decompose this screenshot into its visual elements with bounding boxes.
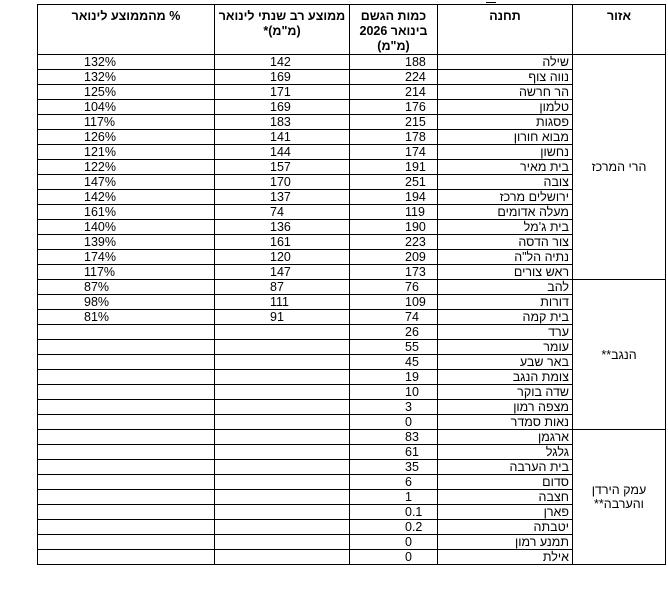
header-average: ממוצע רב שנתי לינואר (מ"מ)*: [215, 5, 350, 55]
percent-cell: [38, 535, 215, 550]
table-row: [38, 70, 666, 85]
percent-cell: [38, 505, 215, 520]
rain-cell: 55: [350, 340, 438, 355]
average-cell: [215, 430, 350, 445]
percent-cell: [38, 385, 215, 400]
percent-cell: [38, 520, 215, 535]
rain-cell: 35: [350, 460, 438, 475]
station-cell: תמנע רמון: [438, 535, 573, 550]
station-cell: ראש צורים: [438, 265, 573, 280]
station-cell: ירושלים מרכז: [438, 190, 573, 205]
percent-cell: 132%: [38, 55, 215, 70]
clipped-text-fragment: [486, 0, 496, 3]
average-cell: [215, 445, 350, 460]
rain-cell: 0.1: [350, 505, 438, 520]
percent-cell: 174%: [38, 250, 215, 265]
station-cell: צומת הנגב: [438, 370, 573, 385]
rain-cell: 209: [350, 250, 438, 265]
average-cell: 144: [215, 145, 350, 160]
table-row: [38, 160, 666, 175]
table-row: [38, 85, 666, 100]
table-row: [38, 190, 666, 205]
average-cell: 171: [215, 85, 350, 100]
table-row: [38, 55, 666, 70]
station-cell: פסגות: [438, 115, 573, 130]
rain-cell: 214: [350, 85, 438, 100]
percent-cell: [38, 475, 215, 490]
percent-cell: [38, 445, 215, 460]
station-cell: סדום: [438, 475, 573, 490]
average-cell: [215, 355, 350, 370]
table-row: [38, 100, 666, 115]
table-row: [38, 505, 666, 520]
station-cell: אילת: [438, 550, 573, 565]
average-cell: [215, 415, 350, 430]
percent-cell: [38, 415, 215, 430]
average-cell: [215, 550, 350, 565]
station-cell: מעלה אדומים: [438, 205, 573, 220]
station-cell: צור הדסה: [438, 235, 573, 250]
average-cell: 169: [215, 70, 350, 85]
percent-cell: 81%: [38, 310, 215, 325]
percent-cell: [38, 355, 215, 370]
station-cell: להב: [438, 280, 573, 295]
station-cell: שדה בוקר: [438, 385, 573, 400]
percent-cell: [38, 340, 215, 355]
rain-cell: 61: [350, 445, 438, 460]
average-cell: 142: [215, 55, 350, 70]
table-row: [38, 205, 666, 220]
average-cell: [215, 490, 350, 505]
station-cell: יטבתה: [438, 520, 573, 535]
station-cell: נחשון: [438, 145, 573, 160]
percent-cell: 121%: [38, 145, 215, 160]
table-row: [38, 460, 666, 475]
percent-cell: 125%: [38, 85, 215, 100]
station-cell: מצפה רמון: [438, 400, 573, 415]
percent-cell: 117%: [38, 265, 215, 280]
table-row: [38, 415, 666, 430]
table-row: [38, 370, 666, 385]
average-cell: 111: [215, 295, 350, 310]
region-cell: הנגב**: [573, 280, 666, 430]
station-cell: בית קמה: [438, 310, 573, 325]
average-cell: 136: [215, 220, 350, 235]
station-cell: מבוא חורון: [438, 130, 573, 145]
rain-cell: 109: [350, 295, 438, 310]
average-cell: 91: [215, 310, 350, 325]
table-row: [38, 445, 666, 460]
table-row: [38, 550, 666, 565]
table-row: [38, 280, 666, 295]
station-cell: נווה צוף: [438, 70, 573, 85]
table-row: [38, 130, 666, 145]
header-rain: כמות הגשם בינואר 2026 (מ"מ): [350, 5, 438, 55]
rain-cell: 74: [350, 310, 438, 325]
rain-cell: 0.2: [350, 520, 438, 535]
table-row: [38, 340, 666, 355]
station-cell: נתיה הל"ה: [438, 250, 573, 265]
average-cell: 120: [215, 250, 350, 265]
station-cell: שילה: [438, 55, 573, 70]
station-cell: בית ג'מל: [438, 220, 573, 235]
rain-cell: 176: [350, 100, 438, 115]
average-cell: [215, 505, 350, 520]
table-row: [38, 250, 666, 265]
table-row: [38, 235, 666, 250]
average-cell: 74: [215, 205, 350, 220]
percent-cell: 139%: [38, 235, 215, 250]
percent-cell: 142%: [38, 190, 215, 205]
average-cell: 169: [215, 100, 350, 115]
percent-cell: 87%: [38, 280, 215, 295]
station-cell: חצבה: [438, 490, 573, 505]
station-cell: נאות סמדר: [438, 415, 573, 430]
table-row: [38, 265, 666, 280]
rain-cell: 83: [350, 430, 438, 445]
average-cell: [215, 385, 350, 400]
average-cell: [215, 520, 350, 535]
rain-cell: 1: [350, 490, 438, 505]
percent-cell: [38, 430, 215, 445]
average-cell: [215, 400, 350, 415]
rain-cell: 191: [350, 160, 438, 175]
percent-cell: 140%: [38, 220, 215, 235]
percent-cell: 147%: [38, 175, 215, 190]
average-cell: [215, 340, 350, 355]
average-cell: 87: [215, 280, 350, 295]
table-row: [38, 430, 666, 445]
average-cell: 147: [215, 265, 350, 280]
rain-cell: 10: [350, 385, 438, 400]
rain-cell: 6: [350, 475, 438, 490]
table-row: [38, 535, 666, 550]
rain-cell: 190: [350, 220, 438, 235]
average-cell: [215, 535, 350, 550]
percent-cell: 132%: [38, 70, 215, 85]
station-cell: בית מאיר: [438, 160, 573, 175]
table-row: [38, 115, 666, 130]
average-cell: 183: [215, 115, 350, 130]
table-row: [38, 175, 666, 190]
rain-cell: 19: [350, 370, 438, 385]
percent-cell: 161%: [38, 205, 215, 220]
region-cell: הרי המרכז: [573, 55, 666, 280]
percent-cell: [38, 325, 215, 340]
average-cell: [215, 370, 350, 385]
rain-cell: 0: [350, 415, 438, 430]
rain-cell: 174: [350, 145, 438, 160]
table-row: [38, 400, 666, 415]
percent-cell: 98%: [38, 295, 215, 310]
station-cell: ארגמן: [438, 430, 573, 445]
rain-cell: 119: [350, 205, 438, 220]
table-row: [38, 220, 666, 235]
rain-cell: 76: [350, 280, 438, 295]
rain-cell: 45: [350, 355, 438, 370]
rain-cell: 188: [350, 55, 438, 70]
station-cell: הר חרשה: [438, 85, 573, 100]
station-cell: טלמון: [438, 100, 573, 115]
table-row: [38, 295, 666, 310]
average-cell: [215, 475, 350, 490]
region-cell: עמק הירדן והערבה**: [573, 430, 666, 565]
rain-cell: 0: [350, 550, 438, 565]
percent-cell: [38, 400, 215, 415]
header-row: [38, 5, 666, 55]
station-cell: גלגל: [438, 445, 573, 460]
rain-cell: 251: [350, 175, 438, 190]
percent-cell: 104%: [38, 100, 215, 115]
average-cell: [215, 460, 350, 475]
station-cell: ערד: [438, 325, 573, 340]
table-row: [38, 490, 666, 505]
station-cell: דורות: [438, 295, 573, 310]
header-station: תחנה: [438, 5, 573, 55]
station-cell: עומר: [438, 340, 573, 355]
table-row: [38, 325, 666, 340]
header-percent: % מהממוצע לינואר: [38, 5, 215, 55]
average-cell: 141: [215, 130, 350, 145]
percent-cell: [38, 490, 215, 505]
rain-cell: 0: [350, 535, 438, 550]
average-cell: 170: [215, 175, 350, 190]
rain-cell: 194: [350, 190, 438, 205]
rain-cell: 178: [350, 130, 438, 145]
percent-cell: 117%: [38, 115, 215, 130]
rain-cell: 224: [350, 70, 438, 85]
percent-cell: [38, 370, 215, 385]
percent-cell: 126%: [38, 130, 215, 145]
station-cell: באר שבע: [438, 355, 573, 370]
percent-cell: 122%: [38, 160, 215, 175]
rainfall-table: [37, 4, 666, 565]
average-cell: [215, 325, 350, 340]
table-body: [38, 55, 666, 565]
table-row: [38, 145, 666, 160]
table-row: [38, 475, 666, 490]
table-row: [38, 355, 666, 370]
station-cell: צובה: [438, 175, 573, 190]
station-cell: בית הערבה: [438, 460, 573, 475]
percent-cell: [38, 550, 215, 565]
table-row: [38, 310, 666, 325]
rain-cell: 3: [350, 400, 438, 415]
header-region: אזור: [573, 5, 666, 55]
table-row: [38, 385, 666, 400]
rain-cell: 223: [350, 235, 438, 250]
table-row: [38, 520, 666, 535]
average-cell: 137: [215, 190, 350, 205]
percent-cell: [38, 460, 215, 475]
average-cell: 161: [215, 235, 350, 250]
rain-cell: 26: [350, 325, 438, 340]
station-cell: פארן: [438, 505, 573, 520]
rain-cell: 215: [350, 115, 438, 130]
average-cell: 157: [215, 160, 350, 175]
rain-cell: 173: [350, 265, 438, 280]
